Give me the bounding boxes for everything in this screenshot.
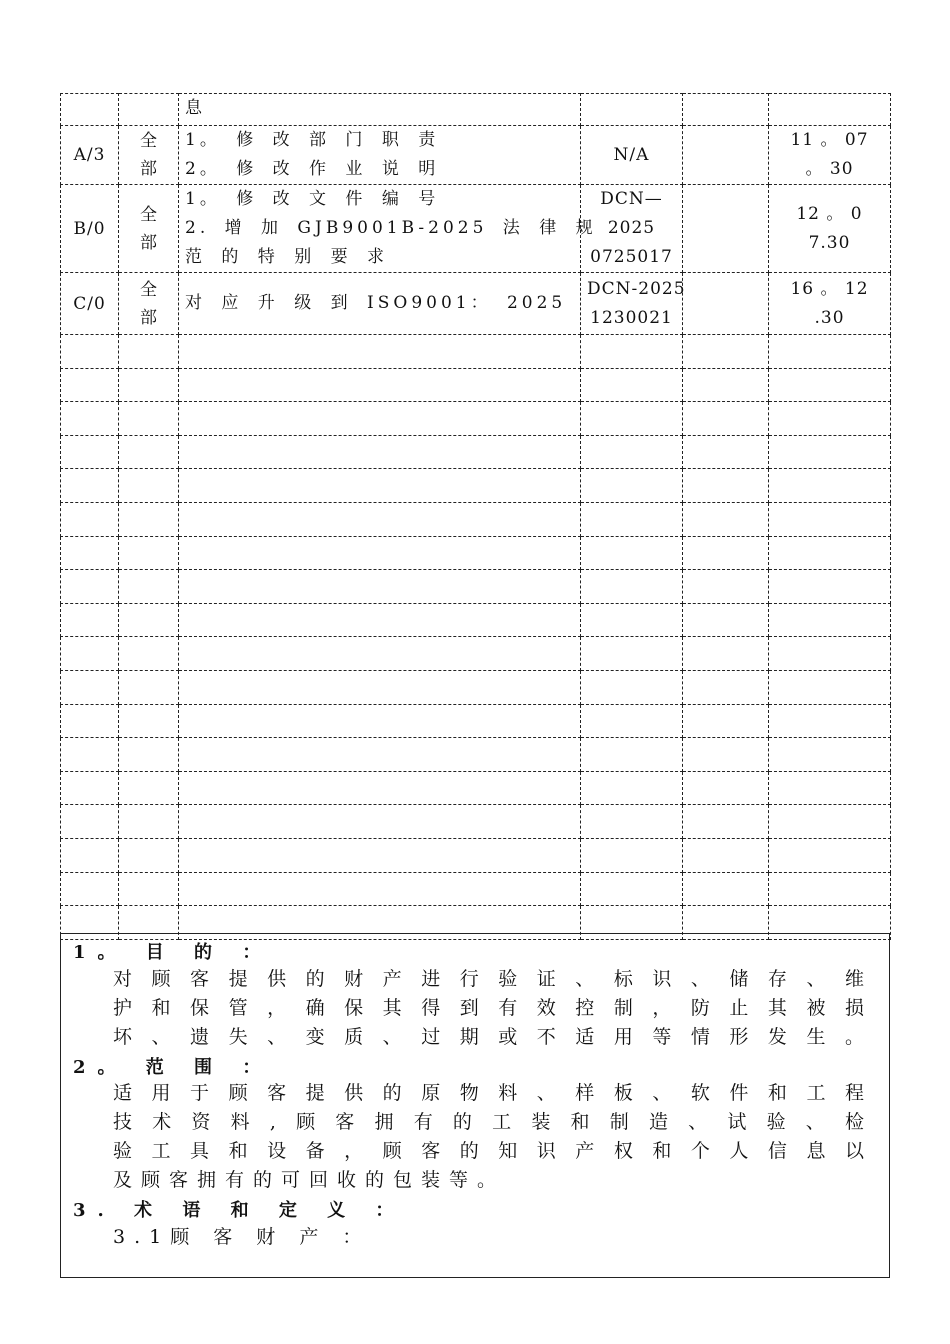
empty-cell [683, 838, 769, 872]
cell-line: 1。 修 改 文 件 编 号 [185, 189, 440, 209]
empty-cell [581, 335, 683, 369]
blank-cell [683, 94, 769, 126]
empty-cell [769, 805, 891, 839]
revision-row [61, 185, 891, 273]
empty-cell [769, 402, 891, 436]
text-line: 坏、遗失、变质、过期或不适用等情形发生。 [113, 1026, 873, 1048]
empty-cell [119, 502, 179, 536]
empty-cell [683, 603, 769, 637]
empty-cell [61, 335, 119, 369]
empty-cell [581, 536, 683, 570]
empty-cell [683, 435, 769, 469]
empty-row [61, 469, 891, 503]
empty-row [61, 805, 891, 839]
empty-cell [581, 469, 683, 503]
empty-cell [61, 872, 119, 906]
empty-cell [683, 771, 769, 805]
section-title-scope: 2。 范 围 ： [73, 1057, 273, 1078]
empty-cell [61, 771, 119, 805]
text-line: 对顾客提供的财产进行验证、标识、储存、维 [113, 968, 873, 990]
date-cell [769, 126, 891, 185]
empty-cell [581, 805, 683, 839]
empty-cell [683, 469, 769, 503]
empty-cell [581, 670, 683, 704]
empty-cell [61, 368, 119, 402]
empty-cell [581, 738, 683, 772]
empty-cell [179, 469, 581, 503]
text-line: 3.1顾 客 财 产 ： [113, 1226, 371, 1248]
empty-cell [581, 603, 683, 637]
cell-line: 2025 [607, 218, 656, 238]
blank-cell [683, 273, 769, 335]
version-cell: A/3 [61, 126, 119, 185]
empty-cell [119, 670, 179, 704]
empty-row [61, 570, 891, 604]
section-purpose-text [113, 965, 873, 1052]
empty-row [61, 872, 891, 906]
empty-row [61, 335, 891, 369]
empty-cell [119, 469, 179, 503]
empty-cell [769, 435, 891, 469]
empty-row [61, 435, 891, 469]
empty-cell [769, 368, 891, 402]
empty-cell [61, 603, 119, 637]
version-cell: B/0 [61, 185, 119, 273]
empty-cell [179, 603, 581, 637]
empty-cell [179, 536, 581, 570]
empty-cell [179, 335, 581, 369]
cell-line: 1。 修 改 部 门 职 责 [185, 130, 440, 150]
empty-cell [61, 402, 119, 436]
empty-cell [683, 704, 769, 738]
blank-cell [683, 185, 769, 273]
empty-row [61, 670, 891, 704]
empty-cell [61, 469, 119, 503]
date-cell [769, 273, 891, 335]
empty-cell [119, 738, 179, 772]
cell-line: 16 。 12 [790, 278, 869, 299]
empty-cell [769, 738, 891, 772]
dcn-cell [581, 126, 683, 185]
empty-cell [769, 502, 891, 536]
scope-cell: 全 部 [119, 126, 179, 185]
empty-cell [769, 536, 891, 570]
empty-cell [769, 335, 891, 369]
empty-cell [581, 872, 683, 906]
section-definitions-text [113, 1223, 873, 1252]
cell-line: 。 30 [805, 159, 854, 179]
revision-row [61, 94, 891, 126]
empty-cell [119, 335, 179, 369]
empty-cell [581, 838, 683, 872]
empty-cell [581, 704, 683, 738]
cell-line: 11 。 07 [790, 130, 869, 150]
empty-cell [769, 570, 891, 604]
dcn-cell [581, 273, 686, 335]
empty-cell [581, 402, 683, 436]
empty-cell [683, 335, 769, 369]
empty-cell [769, 603, 891, 637]
scope-cell: 全 部 [119, 185, 179, 273]
cell-line: .30 [814, 307, 845, 328]
cell-line: 对 应 升 级 到 ISO9001： 2025 [185, 293, 567, 313]
section-scope-text [113, 1079, 873, 1195]
empty-row [61, 368, 891, 402]
revision-row [61, 273, 891, 335]
empty-cell [179, 805, 581, 839]
empty-cell [581, 570, 683, 604]
description-cell [179, 94, 581, 126]
date-cell [769, 185, 891, 273]
empty-cell [179, 670, 581, 704]
empty-cell [119, 838, 179, 872]
empty-cell [769, 872, 891, 906]
empty-cell [581, 637, 683, 671]
text-line: 护和保管，确保其得到有效控制，防止其被损 [113, 997, 873, 1019]
empty-cell [119, 704, 179, 738]
empty-cell [683, 805, 769, 839]
revision-history-table [60, 93, 890, 940]
empty-cell [769, 771, 891, 805]
blank-cell [683, 126, 769, 185]
empty-cell [179, 402, 581, 436]
empty-cell [61, 435, 119, 469]
version-cell: C/0 [61, 273, 119, 335]
cell-line: 12 。 0 [796, 203, 863, 224]
empty-cell [179, 838, 581, 872]
section-title-purpose: 1。 目 的 ： [73, 942, 273, 963]
empty-cell [119, 805, 179, 839]
cell-line: 2。 修 改 作 业 说 明 [185, 159, 440, 179]
text-line: 技术资料,顾客拥有的工装和制造、试验、检 [113, 1111, 873, 1133]
revision-row [61, 126, 891, 185]
empty-row [61, 637, 891, 671]
empty-cell [61, 570, 119, 604]
cell-line: 7.30 [808, 232, 851, 253]
empty-cell [119, 771, 179, 805]
empty-cell [179, 872, 581, 906]
empty-cell [61, 838, 119, 872]
empty-cell [683, 570, 769, 604]
empty-cell [61, 670, 119, 704]
empty-cell [61, 704, 119, 738]
cell-line: 1230021 [590, 307, 673, 328]
empty-cell [769, 838, 891, 872]
empty-cell [179, 637, 581, 671]
empty-cell [581, 502, 683, 536]
empty-cell [581, 368, 683, 402]
empty-cell [683, 738, 769, 772]
cell-line: 2. 增 加 GJB9001B-2025 法 律 规 [185, 218, 597, 238]
empty-cell [179, 771, 581, 805]
cell-line: DCN-2025 [587, 278, 686, 299]
empty-cell [179, 435, 581, 469]
empty-cell [683, 502, 769, 536]
empty-cell [179, 570, 581, 604]
empty-cell [119, 368, 179, 402]
empty-cell [769, 704, 891, 738]
empty-row [61, 536, 891, 570]
date-cell [769, 94, 891, 126]
empty-cell [119, 435, 179, 469]
empty-cell [769, 469, 891, 503]
empty-cell [61, 637, 119, 671]
empty-cell [683, 536, 769, 570]
text-line: 验工具和设备，顾客的知识产权和个人信息以 [113, 1140, 873, 1162]
cell-line: 范 的 特 别 要 求 [185, 247, 389, 267]
empty-cell [179, 368, 581, 402]
empty-cell [683, 872, 769, 906]
empty-cell [769, 670, 891, 704]
empty-cell [119, 570, 179, 604]
empty-row [61, 704, 891, 738]
empty-cell [683, 670, 769, 704]
document-body [60, 933, 890, 1278]
empty-cell [179, 502, 581, 536]
empty-row [61, 402, 891, 436]
text-line: 适用于顾客提供的原物料、样板、软件和工程 [113, 1082, 873, 1104]
empty-cell [61, 536, 119, 570]
empty-cell [179, 738, 581, 772]
empty-cell [683, 402, 769, 436]
empty-row [61, 738, 891, 772]
empty-cell [119, 603, 179, 637]
empty-cell [61, 738, 119, 772]
scope-cell [119, 94, 179, 126]
text-line: 及顾客拥有的可回收的包装等。 [113, 1169, 506, 1191]
empty-cell [179, 704, 581, 738]
version-cell [61, 94, 119, 126]
empty-row [61, 603, 891, 637]
empty-cell [119, 872, 179, 906]
description-cell [179, 126, 581, 185]
empty-cell [581, 771, 683, 805]
scope-cell: 全 部 [119, 273, 179, 335]
cell-line: DCN— [600, 189, 663, 209]
empty-cell [61, 502, 119, 536]
empty-cell [581, 435, 683, 469]
empty-cell [683, 368, 769, 402]
empty-cell [119, 637, 179, 671]
empty-row [61, 838, 891, 872]
empty-cell [119, 402, 179, 436]
dcn-cell [581, 94, 683, 126]
description-cell [179, 273, 581, 335]
description-cell [179, 185, 597, 273]
cell-line: 息 [185, 98, 206, 118]
cell-line: N/A [613, 144, 650, 165]
empty-cell [769, 637, 891, 671]
empty-row [61, 502, 891, 536]
section-title-definitions: 3. 术 语 和 定 义 ： [73, 1200, 406, 1221]
empty-row [61, 771, 891, 805]
cell-line: 0725017 [590, 247, 673, 267]
empty-cell [119, 536, 179, 570]
empty-cell [683, 637, 769, 671]
empty-cell [61, 805, 119, 839]
